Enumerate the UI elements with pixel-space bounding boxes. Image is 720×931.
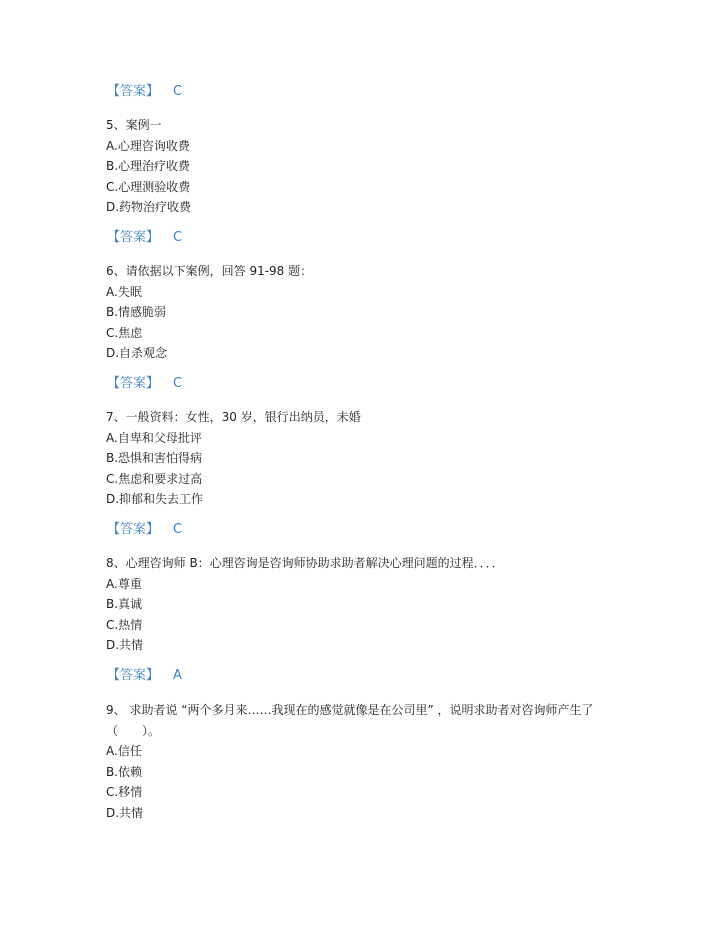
- answer-line: [107, 521, 182, 539]
- question-6: [106, 261, 312, 364]
- option-a: A.心理咨询收费: [106, 138, 190, 153]
- option-b: B.真诚: [106, 597, 143, 611]
- option-c: C.心理测验收费: [106, 179, 191, 194]
- option-c: C.热情: [106, 617, 143, 632]
- option-b: B.恐惧和害怕得病: [106, 451, 203, 465]
- answer-value: C: [173, 522, 183, 537]
- option-c: C.移情: [106, 785, 143, 799]
- answer-label: 【答案】: [107, 376, 160, 391]
- option-a: A.尊重: [106, 576, 142, 591]
- question-8: [106, 553, 504, 656]
- option-a: A.信任: [106, 744, 142, 758]
- answer-value: C: [173, 84, 183, 99]
- question-9: [106, 700, 616, 823]
- answer-label: 【答案】: [107, 84, 160, 99]
- question-stem: 5、案例一: [106, 118, 162, 132]
- question-stem: 6、请依据以下案例，回答 91-98 题：: [106, 264, 313, 278]
- option-d: D.共情: [106, 638, 144, 652]
- option-b: B.情感脆弱: [106, 305, 167, 319]
- option-d: D.抑郁和失去工作: [106, 492, 204, 506]
- answer-label: 【答案】: [107, 230, 160, 245]
- question-7: [106, 407, 361, 510]
- option-d: D.药物治疗收费: [106, 200, 192, 214]
- option-d: D.自杀观念: [106, 346, 168, 360]
- answer-value: C: [173, 376, 183, 391]
- answer-label: 【答案】: [107, 668, 160, 683]
- answer-value: A: [173, 668, 182, 683]
- option-d: D.共情: [106, 805, 144, 820]
- option-a: A.失眠: [106, 284, 142, 299]
- question-stem: 8、心理咨询师 B：心理咨询是咨询师协助求助者解决心理问题的过程．．．．: [106, 556, 504, 570]
- answer-line: [107, 667, 182, 685]
- answer-value: C: [173, 230, 183, 245]
- answer-line: [107, 83, 182, 101]
- option-a: A.自卑和父母批评: [106, 430, 202, 445]
- answer-label: 【答案】: [107, 522, 160, 537]
- option-b: B.依赖: [106, 764, 143, 779]
- question-stem: 9、 求助者说 “两个多月来……我现在的感觉就像是在公司里” ，说明求助者对咨询师产生了（ ）。: [106, 703, 594, 738]
- question-stem: 7、一般资料：女性，30 岁，银行出纳员，未婚: [106, 410, 361, 424]
- answer-line: [107, 375, 182, 393]
- option-b: B.心理治疗收费: [106, 159, 191, 173]
- question-5: [106, 115, 191, 218]
- option-c: C.焦虑和要求过高: [106, 471, 203, 486]
- answer-line: [107, 229, 182, 247]
- option-c: C.焦虑: [106, 325, 143, 340]
